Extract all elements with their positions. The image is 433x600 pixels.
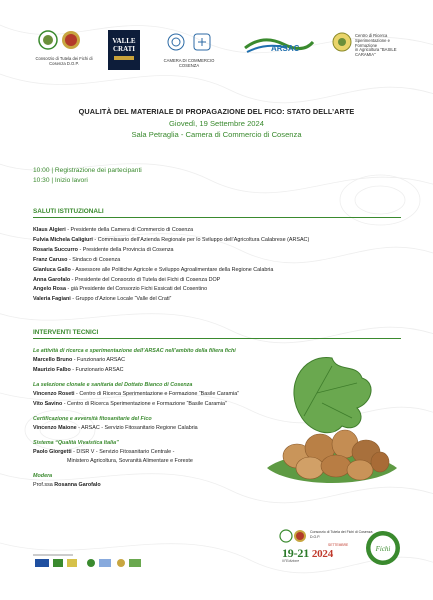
speaker-role: - già Presidente del Consorzio Fichi Essicati del Cosentino <box>65 286 208 293</box>
speaker-row <box>33 236 310 246</box>
speaker-name: Klaus Algieri <box>33 227 66 233</box>
schedule-label: Inizio lavori <box>54 177 88 184</box>
speaker-role: - Centro di Ricerca Sperimentazione e Formazione “Basile Caramia” <box>62 400 227 407</box>
event-venue: Sala Petraglia - Camera di Commercio di Cosenza <box>131 130 302 139</box>
speaker-row <box>33 266 293 276</box>
schedule-time: 10:30 <box>33 177 50 184</box>
moderator-row <box>33 481 293 491</box>
arsac-label: ARSAC <box>271 44 300 53</box>
speaker-role: - Presidente del Consorzio di Tutela dei Fichi di Cosenza DOP <box>70 276 221 283</box>
speaker-name: Paolo Giorgetti <box>33 448 72 455</box>
saluti-heading: SALUTI ISTITUZIONALI <box>33 208 401 218</box>
festival-days: 19-21 <box>282 546 309 560</box>
camera-commercio-line1: CAMERA DI COMMERCIO <box>163 58 215 63</box>
camera-commercio-line2: COSENZA <box>178 62 200 68</box>
topic-title: Le attività di ricerca e sperimentazione dell’ARSAC nell’ambito della filiera fichi <box>33 348 236 354</box>
speaker-name: Anna Garofalo <box>33 276 71 283</box>
speaker-role: - Assessore alle Politiche Agricole e Sviluppo Agroalimentare della Regione Calabria <box>70 266 274 273</box>
speaker-name: Vito Savino <box>33 400 63 407</box>
speaker-name: Fulvia Michela Caligiuri <box>33 236 93 243</box>
basile-caramia-line1: Centro di Ricerca <box>355 33 388 38</box>
valle-crati-logo <box>108 30 140 70</box>
speaker-name: Gianluca Gallo <box>33 266 71 273</box>
basile-caramia-line2: Sperimentazione e Formazione <box>355 37 390 48</box>
event-date: Giovedì, 19 Settembre 2024 <box>169 119 264 128</box>
event-header <box>0 107 433 139</box>
speaker-name: Rosaria Succurro <box>33 246 78 253</box>
speaker-name: Vincenzo Maione <box>33 424 77 431</box>
festival-year: 2024 <box>311 548 334 560</box>
speaker-role: - Presidente della Camera di Commercio di Cosenza <box>65 227 194 233</box>
speaker-row <box>33 256 293 266</box>
valle-crati-line2: CRATI <box>112 45 136 53</box>
speaker-row <box>33 366 293 376</box>
schedule-time: 10:00 <box>33 167 50 174</box>
schedule-item: 10:30 | Inizio lavori <box>33 177 88 184</box>
event-title: QUALITÀ DEL MATERIALE DI PROPAGAZIONE DEL FICO: STATO DELL’ARTE <box>78 107 355 116</box>
speaker-row <box>33 226 293 236</box>
basile-caramia-logo <box>332 30 404 70</box>
schedule-label: Registrazione dei partecipanti <box>54 167 142 174</box>
moderator-prefix: Prof.ssa <box>33 482 55 489</box>
figs-illustration <box>262 348 402 498</box>
topic-title: Certificazione e avversità fitosanitarie del Fico <box>33 415 152 422</box>
svg-text:Fichi: Fichi <box>375 545 391 553</box>
speaker-name: Vincenzo Roseti <box>33 390 75 397</box>
topic-title: Sistema “Qualità Vivaistica Italia” <box>33 439 119 446</box>
speaker-row <box>33 295 293 305</box>
interventi-section <box>33 329 293 491</box>
speaker-name: Maurizio Falbo <box>33 366 71 373</box>
arsac-logo <box>243 30 315 70</box>
moderator-heading: Modera <box>33 473 53 480</box>
festival-badge-label: Consorzio di Tutela dei Fichi di Cosenza D.O.P. <box>310 530 373 539</box>
schedule <box>33 166 293 186</box>
speaker-role: - DISR V - Servizio Fitosanitario Centrale - <box>71 448 175 455</box>
schedule-item: 10:00 | Registrazione dei partecipanti <box>33 167 142 174</box>
festival-month: SETTEMBRE <box>328 543 349 547</box>
speaker-row <box>33 276 293 286</box>
speaker-row <box>33 285 293 295</box>
speaker-row <box>33 424 293 434</box>
saluti-section <box>33 208 310 305</box>
basile-caramia-line3: in Agricoltura "BASILE CARAMIA" <box>355 47 397 58</box>
speaker-role: - Centro di Ricerca Sperimentazione e Formazione “Basile Caramia” <box>74 390 240 397</box>
camera-commercio-logo <box>158 30 220 70</box>
speaker-role-continued: Ministero Agricoltura, Sovranità Alimentare e Foreste <box>67 458 193 465</box>
speaker-row <box>33 400 293 410</box>
speaker-name: Valeria Fagiani <box>33 296 71 303</box>
speaker-row <box>33 390 293 400</box>
speaker-name: Angelo Rosa <box>33 286 66 293</box>
interventi-heading: INTERVENTI TECNICI <box>33 329 401 339</box>
speaker-name: Marcello Bruno <box>33 357 73 363</box>
topic-title: La selezione clonale e sanitaria del Dottato Bianco di Cosenza <box>33 381 193 388</box>
camera-commercio-emblem-icon <box>158 30 220 54</box>
festival-edition: III°Edizione <box>282 559 300 563</box>
sponsor-logos <box>33 548 163 568</box>
speaker-row <box>33 356 293 366</box>
moderator-name: Rosanna Garofalo <box>54 482 101 489</box>
speaker-role: - Presidente della Provincia di Cosenza <box>77 246 174 253</box>
speaker-row <box>33 448 293 458</box>
valle-crati-line1: VALLE <box>112 37 136 45</box>
speaker-role: - Funzionario ARSAC <box>70 366 124 373</box>
speaker-role: - Commissario dell’Azienda Regionale per lo Sviluppo dell’Agricoltura Calabrese (ARSAC) <box>92 236 310 243</box>
speaker-row <box>33 246 293 256</box>
speaker-role: - Sindaco di Cosenza <box>67 256 121 263</box>
consorzio-fichi-logo <box>34 30 94 70</box>
speaker-name: Franz Caruso <box>33 256 68 263</box>
consorzio-fichi-label: Consorzio di Tutela dei Fichi di Cosenza D.O.P. <box>35 56 93 66</box>
speaker-role: - Gruppo d’Azione Locale “Valle del Crati” <box>70 296 172 303</box>
speaker-role: - ARSAC - Servizio Fitosanitario Regione Calabria <box>76 424 198 431</box>
dop-seal-icon <box>34 30 94 52</box>
valle-crati-stripe <box>114 56 134 60</box>
speaker-role: - Funzionario ARSAC <box>72 357 125 363</box>
header-logos <box>0 30 433 70</box>
basile-caramia-emblem-icon <box>332 32 352 52</box>
